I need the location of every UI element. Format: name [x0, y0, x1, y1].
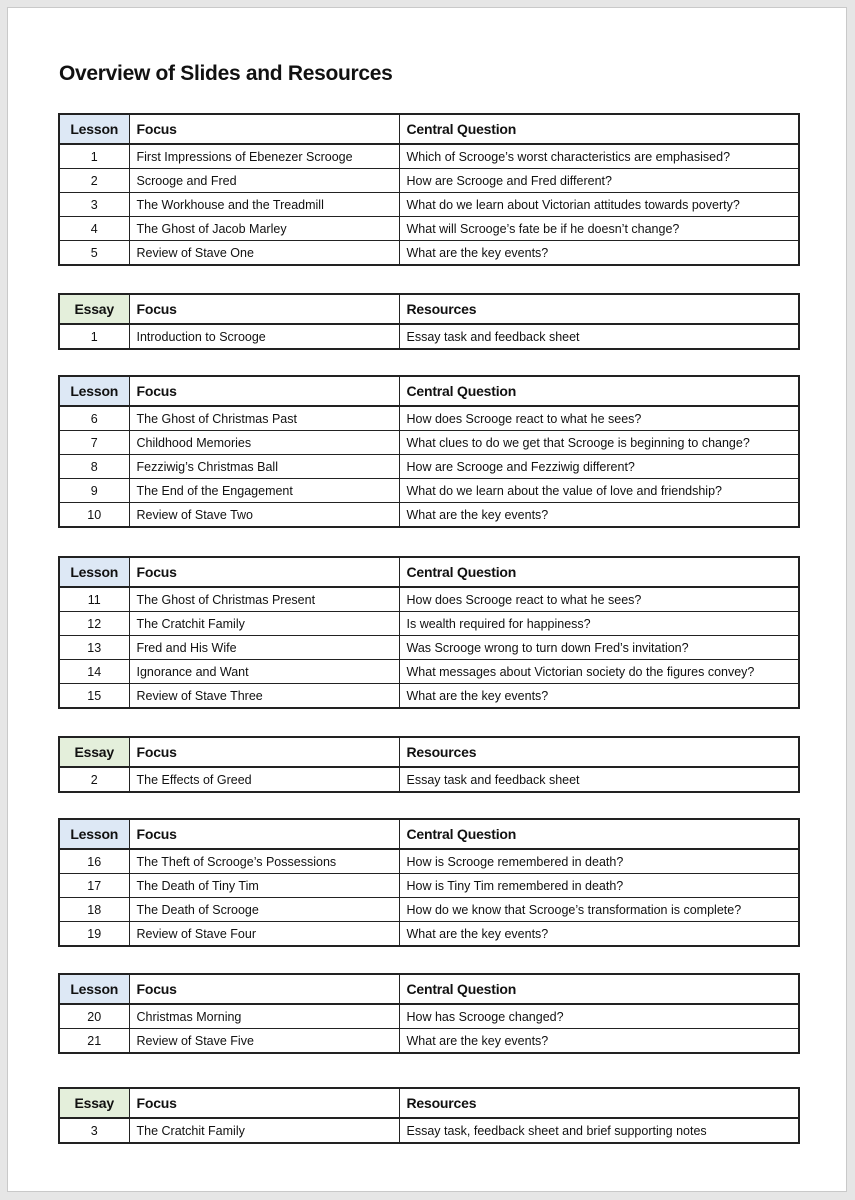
- table-row: [59, 849, 799, 874]
- table-row: [59, 660, 799, 684]
- table-row: [59, 1004, 799, 1029]
- lesson-number-cell: 12: [59, 612, 129, 636]
- focus-cell: Fred and His Wife: [129, 636, 399, 660]
- central-question-cell: How is Tiny Tim remembered in death?: [399, 874, 799, 898]
- central-question-header: Central Question: [399, 114, 799, 144]
- table-header-row: [59, 294, 799, 324]
- lesson-number-cell: 7: [59, 431, 129, 455]
- focus-cell: The Theft of Scrooge’s Possessions: [129, 849, 399, 874]
- central-question-cell: Which of Scrooge’s worst characteristics are emphasised?: [399, 144, 799, 169]
- focus-header: Focus: [129, 737, 399, 767]
- table-row: [59, 636, 799, 660]
- lesson-number-header: Lesson: [59, 557, 129, 587]
- focus-cell: Review of Stave Five: [129, 1029, 399, 1054]
- central-question-header: Central Question: [399, 819, 799, 849]
- central-question-cell: What do we learn about the value of love and friendship?: [399, 479, 799, 503]
- central-question-header: Central Question: [399, 376, 799, 406]
- resources-header: Resources: [399, 1088, 799, 1118]
- table-header-row: [59, 557, 799, 587]
- lesson-table: [58, 113, 800, 266]
- table-row: [59, 431, 799, 455]
- table-row: [59, 503, 799, 528]
- table-row: [59, 144, 799, 169]
- essay-number-cell: 3: [59, 1118, 129, 1143]
- lesson-number-cell: 11: [59, 587, 129, 612]
- central-question-cell: How is Scrooge remembered in death?: [399, 849, 799, 874]
- table-row: [59, 898, 799, 922]
- focus-header: Focus: [129, 376, 399, 406]
- focus-cell: The Death of Tiny Tim: [129, 874, 399, 898]
- central-question-cell: Was Scrooge wrong to turn down Fred’s invitation?: [399, 636, 799, 660]
- essay-number-cell: 2: [59, 767, 129, 792]
- lesson-number-cell: 16: [59, 849, 129, 874]
- table-header-row: [59, 1088, 799, 1118]
- resources-header: Resources: [399, 737, 799, 767]
- table-row: [59, 169, 799, 193]
- central-question-header: Central Question: [399, 557, 799, 587]
- lesson-table: [58, 973, 800, 1054]
- table-row: [59, 874, 799, 898]
- lesson-table: [58, 818, 800, 947]
- page-title: Overview of Slides and Resources: [59, 62, 393, 85]
- focus-cell: The Ghost of Jacob Marley: [129, 217, 399, 241]
- lesson-table: [58, 556, 800, 709]
- essay-number-cell: 1: [59, 324, 129, 349]
- table-header-row: [59, 737, 799, 767]
- central-question-cell: What clues to do we get that Scrooge is beginning to change?: [399, 431, 799, 455]
- document-page: [7, 7, 847, 1192]
- focus-cell: The Ghost of Christmas Past: [129, 406, 399, 431]
- essay-table: [58, 1087, 800, 1144]
- focus-header: Focus: [129, 819, 399, 849]
- focus-header: Focus: [129, 974, 399, 1004]
- table-row: [59, 479, 799, 503]
- focus-cell: The End of the Engagement: [129, 479, 399, 503]
- essay-number-header: Essay: [59, 1088, 129, 1118]
- table-row: [59, 922, 799, 947]
- focus-cell: The Workhouse and the Treadmill: [129, 193, 399, 217]
- lesson-number-header: Lesson: [59, 819, 129, 849]
- focus-cell: The Ghost of Christmas Present: [129, 587, 399, 612]
- essay-table: [58, 293, 800, 350]
- table-row: [59, 406, 799, 431]
- focus-cell: Review of Stave Two: [129, 503, 399, 528]
- lesson-number-cell: 4: [59, 217, 129, 241]
- central-question-cell: How does Scrooge react to what he sees?: [399, 587, 799, 612]
- focus-header: Focus: [129, 114, 399, 144]
- lesson-number-header: Lesson: [59, 974, 129, 1004]
- lesson-number-cell: 5: [59, 241, 129, 266]
- central-question-cell: How are Scrooge and Fred different?: [399, 169, 799, 193]
- lesson-number-header: Lesson: [59, 376, 129, 406]
- lesson-number-cell: 15: [59, 684, 129, 709]
- table-row: [59, 767, 799, 792]
- central-question-cell: What will Scrooge’s fate be if he doesn’t change?: [399, 217, 799, 241]
- central-question-cell: What messages about Victorian society do the figures convey?: [399, 660, 799, 684]
- table-row: [59, 1029, 799, 1054]
- lesson-number-cell: 10: [59, 503, 129, 528]
- lesson-number-cell: 21: [59, 1029, 129, 1054]
- focus-cell: Ignorance and Want: [129, 660, 399, 684]
- table-header-row: [59, 376, 799, 406]
- central-question-cell: What are the key events?: [399, 241, 799, 266]
- table-row: [59, 455, 799, 479]
- lesson-number-cell: 1: [59, 144, 129, 169]
- central-question-cell: How do we know that Scrooge’s transformation is complete?: [399, 898, 799, 922]
- focus-cell: Review of Stave One: [129, 241, 399, 266]
- resources-cell: Essay task and feedback sheet: [399, 324, 799, 349]
- focus-header: Focus: [129, 294, 399, 324]
- table-row: [59, 324, 799, 349]
- focus-cell: Review of Stave Four: [129, 922, 399, 947]
- table-header-row: [59, 114, 799, 144]
- focus-cell: First Impressions of Ebenezer Scrooge: [129, 144, 399, 169]
- table-row: [59, 612, 799, 636]
- resources-cell: Essay task and feedback sheet: [399, 767, 799, 792]
- focus-cell: Review of Stave Three: [129, 684, 399, 709]
- focus-cell: Scrooge and Fred: [129, 169, 399, 193]
- table-row: [59, 1118, 799, 1143]
- lesson-number-cell: 3: [59, 193, 129, 217]
- table-header-row: [59, 974, 799, 1004]
- central-question-cell: Is wealth required for happiness?: [399, 612, 799, 636]
- lesson-number-cell: 19: [59, 922, 129, 947]
- essay-number-header: Essay: [59, 294, 129, 324]
- table-row: [59, 587, 799, 612]
- lesson-number-cell: 17: [59, 874, 129, 898]
- focus-cell: Fezziwig’s Christmas Ball: [129, 455, 399, 479]
- focus-cell: The Effects of Greed: [129, 767, 399, 792]
- central-question-cell: How does Scrooge react to what he sees?: [399, 406, 799, 431]
- essay-number-header: Essay: [59, 737, 129, 767]
- focus-cell: Childhood Memories: [129, 431, 399, 455]
- table-row: [59, 217, 799, 241]
- focus-cell: The Death of Scrooge: [129, 898, 399, 922]
- table-row: [59, 241, 799, 266]
- central-question-cell: How are Scrooge and Fezziwig different?: [399, 455, 799, 479]
- lesson-number-cell: 14: [59, 660, 129, 684]
- central-question-cell: What are the key events?: [399, 922, 799, 947]
- lesson-number-cell: 18: [59, 898, 129, 922]
- lesson-number-cell: 9: [59, 479, 129, 503]
- table-row: [59, 684, 799, 709]
- focus-header: Focus: [129, 1088, 399, 1118]
- central-question-cell: What do we learn about Victorian attitudes towards poverty?: [399, 193, 799, 217]
- lesson-table: [58, 375, 800, 528]
- lesson-number-cell: 2: [59, 169, 129, 193]
- focus-cell: The Cratchit Family: [129, 612, 399, 636]
- lesson-number-cell: 20: [59, 1004, 129, 1029]
- table-row: [59, 193, 799, 217]
- lesson-number-cell: 8: [59, 455, 129, 479]
- essay-table: [58, 736, 800, 793]
- resources-header: Resources: [399, 294, 799, 324]
- central-question-cell: What are the key events?: [399, 1029, 799, 1054]
- central-question-header: Central Question: [399, 974, 799, 1004]
- central-question-cell: What are the key events?: [399, 503, 799, 528]
- resources-cell: Essay task, feedback sheet and brief supporting notes: [399, 1118, 799, 1143]
- focus-header: Focus: [129, 557, 399, 587]
- table-header-row: [59, 819, 799, 849]
- focus-cell: Introduction to Scrooge: [129, 324, 399, 349]
- lesson-number-cell: 6: [59, 406, 129, 431]
- lesson-number-header: Lesson: [59, 114, 129, 144]
- lesson-number-cell: 13: [59, 636, 129, 660]
- central-question-cell: How has Scrooge changed?: [399, 1004, 799, 1029]
- central-question-cell: What are the key events?: [399, 684, 799, 709]
- focus-cell: Christmas Morning: [129, 1004, 399, 1029]
- focus-cell: The Cratchit Family: [129, 1118, 399, 1143]
